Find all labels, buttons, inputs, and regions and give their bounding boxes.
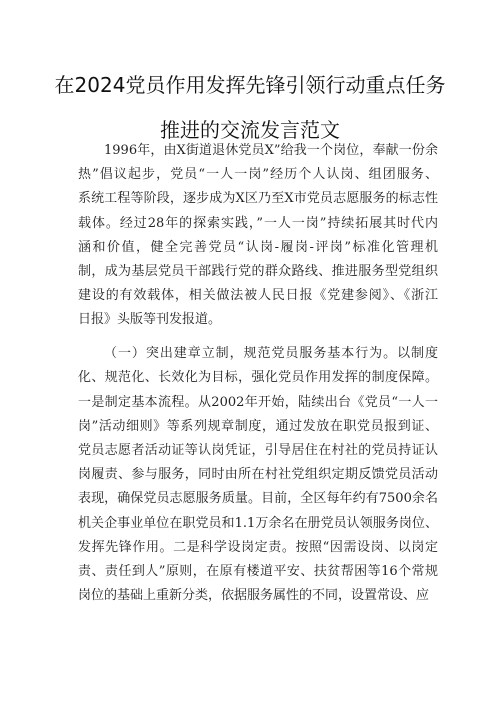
paragraph-line: 建设的有效载体，相关做法被人民日报《党建参阅》、《浙江 [78, 288, 438, 304]
paragraph-line: 载体。经过28年的探索实践，”一人一岗”持续拓展其时代内 [78, 215, 438, 231]
paragraph-line: 化、规范化、长效化为目标，强化党员作用发挥的制度保障。 [78, 370, 438, 386]
paragraph-line: 日报》头版等刊发报道。 [78, 312, 222, 328]
document-body [78, 139, 438, 618]
paragraph-line: 责、责任到人”原则，在原有楼道平安、扶贫帮困等16个常规 [78, 564, 438, 580]
document-title-line-2: 推进的交流发言范文 [160, 118, 340, 142]
paragraph-line: 制，成为基层党员干部践行党的群众路线、推进服务型党组织 [78, 264, 438, 280]
paragraph-line: 1996年，由X街道退休党员X”给我一个岗位，奉献一份余 [104, 143, 438, 158]
paragraph-line: 岗位的基础上重新分类，依据服务属性的不同，设置常设、应 [78, 588, 430, 604]
paragraph-line: 系统工程等阶段，逐步成为X区乃至X市党员志愿服务的标志性 [78, 191, 438, 207]
document-title-line-1: 在2024党员作用发挥先锋引领行动重点任务 [54, 73, 446, 97]
paragraph [78, 139, 438, 333]
paragraph-line: 机关企事业单位在职党员和1.1万余名在册党员认领服务岗位、 [78, 515, 438, 531]
paragraph-line: 热”倡议起步，党员“一人一岗”经历个人认岗、组团服务、 [78, 167, 438, 183]
paragraph-line: 一是制定基本流程。从2002年开始，陆续出台《党员“一人一 [78, 394, 438, 410]
paragraph-line: （一）突出建章立制，规范党员服务基本行为。以制度 [104, 346, 438, 362]
paragraph-line: 发挥先锋作用。二是科学设岗定责。按照“因需设岗、以岗定 [78, 539, 438, 555]
paragraph-line: 岗”活动细则》等系列规章制度，通过发放在职党员报到证、 [78, 418, 438, 434]
paragraph-line: 党员志愿者活动证等认岗凭证，引导居住在村社的党员持证认 [78, 443, 438, 459]
paragraph-line: 涵和价值，健全完善党员“认岗-履岗-评岗”标准化管理机 [78, 239, 438, 255]
paragraph-line: 表现，确保党员志愿服务质量。目前，全区每年约有7500余名 [78, 491, 438, 507]
paragraph-line: 岗履责、参与服务，同时由所在村社党组织定期反馈党员活动 [78, 467, 438, 483]
paragraph [78, 342, 438, 608]
